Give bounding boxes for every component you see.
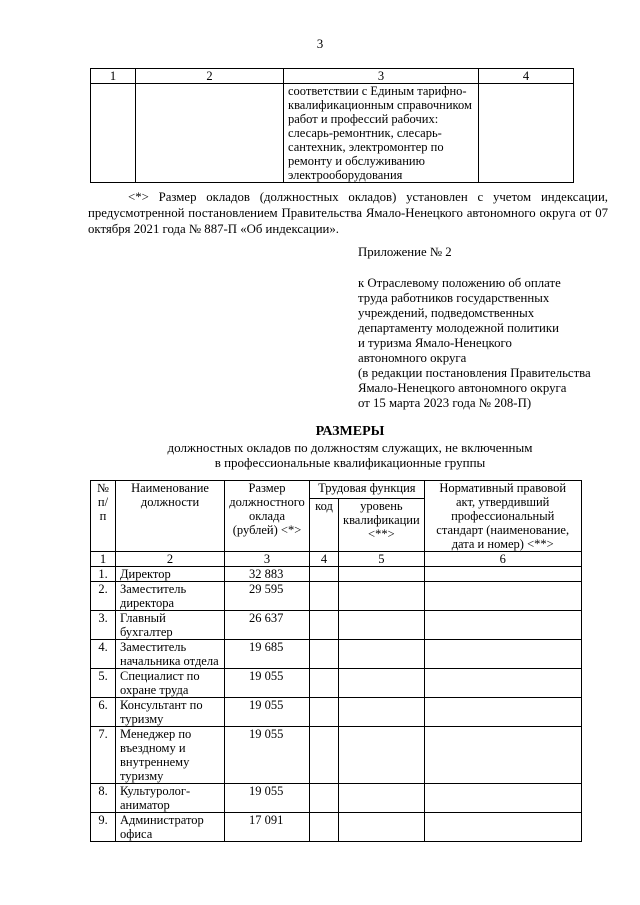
continued-table-row (91, 84, 574, 183)
table-row (91, 582, 582, 611)
table-row (91, 640, 582, 669)
column-number: 6 (424, 552, 581, 567)
salary-value: 26 637 (225, 611, 310, 640)
table-row (91, 784, 582, 813)
salary-value: 17 091 (225, 813, 310, 842)
continued-table-header (91, 69, 574, 84)
salary-value: 19 055 (225, 727, 310, 784)
header-standard: Нормативный правовой акт, утвердивший профессиональный стандарт (наименование, дата и номер) <**> (424, 481, 581, 552)
table-row (91, 669, 582, 698)
table-row (91, 813, 582, 842)
page-number: 3 (316, 36, 324, 51)
salary-value: 19 055 (225, 784, 310, 813)
header-num: № п/п (91, 481, 116, 552)
table-row (91, 698, 582, 727)
header-cell: 1 (91, 69, 136, 84)
column-number: 3 (225, 552, 310, 567)
column-number: 5 (339, 552, 425, 567)
position-name: Заместитель директора (116, 582, 225, 611)
row-number: 2. (91, 582, 116, 611)
position-name: Специалист по охране труда (116, 669, 225, 698)
header-cell: 3 (284, 69, 479, 84)
position-name: Менеджер по въездному и внутреннему туризму (116, 727, 225, 784)
salary-value: 32 883 (225, 567, 310, 582)
column-number: 1 (91, 552, 116, 567)
row-number: 1. (91, 567, 116, 582)
footnote: <*> Размер окладов (должностных окладов) установлен с учетом индексации, предусмотренной постановлением Правительства Ямало-Ненецкого автономного округа от 07 октября 2021 года № 887-П «Об индексации». (88, 190, 608, 236)
position-name: Администратор офиса (116, 813, 225, 842)
salary-value: 19 685 (225, 640, 310, 669)
row-number: 5. (91, 669, 116, 698)
header-salary: Размер должностного оклада (рублей) <*> (225, 481, 310, 552)
appendix-number: Приложение № 2 (358, 245, 452, 259)
row-number: 9. (91, 813, 116, 842)
column-numbers-row (91, 552, 582, 567)
salary-value: 19 055 (225, 669, 310, 698)
header-code: код (310, 499, 339, 552)
empty-cell (479, 84, 574, 183)
table-row (91, 727, 582, 784)
table-row (91, 567, 582, 582)
position-name: Главный бухгалтер (116, 611, 225, 640)
header-cell: 4 (479, 69, 574, 84)
document-title: РАЗМЕРЫ (315, 424, 385, 439)
header-level: уровень квалификации <**> (339, 499, 425, 552)
row-number: 3. (91, 611, 116, 640)
position-name: Культуролог- аниматор (116, 784, 225, 813)
header-cell: 2 (136, 69, 284, 84)
salary-table-header (91, 481, 582, 499)
continued-cell-text: соответствии с Единым тарифно- квалификационным справочником работ и профессий рабочих: слесарь-ремонтник, слесарь- сантехник, электромонтер по ремонту и обслуживанию электрооборудования (284, 84, 479, 183)
position-name: Заместитель начальника отдела (116, 640, 225, 669)
row-number: 7. (91, 727, 116, 784)
position-name: Консультант по туризму (116, 698, 225, 727)
table-row (91, 611, 582, 640)
header-name: Наименование должности (116, 481, 225, 552)
row-number: 6. (91, 698, 116, 727)
position-name: Директор (116, 567, 225, 582)
row-number: 4. (91, 640, 116, 669)
salary-table (90, 480, 582, 842)
row-number: 8. (91, 784, 116, 813)
document-subtitle: должностных окладов по должностям служащих, не включенным в профессиональные квалификационные группы (167, 440, 533, 470)
empty-cell (91, 84, 136, 183)
column-number: 2 (116, 552, 225, 567)
column-number: 4 (310, 552, 339, 567)
salary-value: 29 595 (225, 582, 310, 611)
header-function: Трудовая функция (310, 481, 425, 499)
empty-cell (136, 84, 284, 183)
continued-table (90, 68, 574, 183)
appendix-text: к Отраслевому положению об оплате труда работников государственных учреждений, подведомственных департаменту молодежной политики и туризма Ямало-Ненецкого автономного округа (в редакции постановления Правительства Ямало-Ненецкого автономного округа от 15 марта 2023 года № 208-П) (358, 276, 591, 410)
salary-value: 19 055 (225, 698, 310, 727)
